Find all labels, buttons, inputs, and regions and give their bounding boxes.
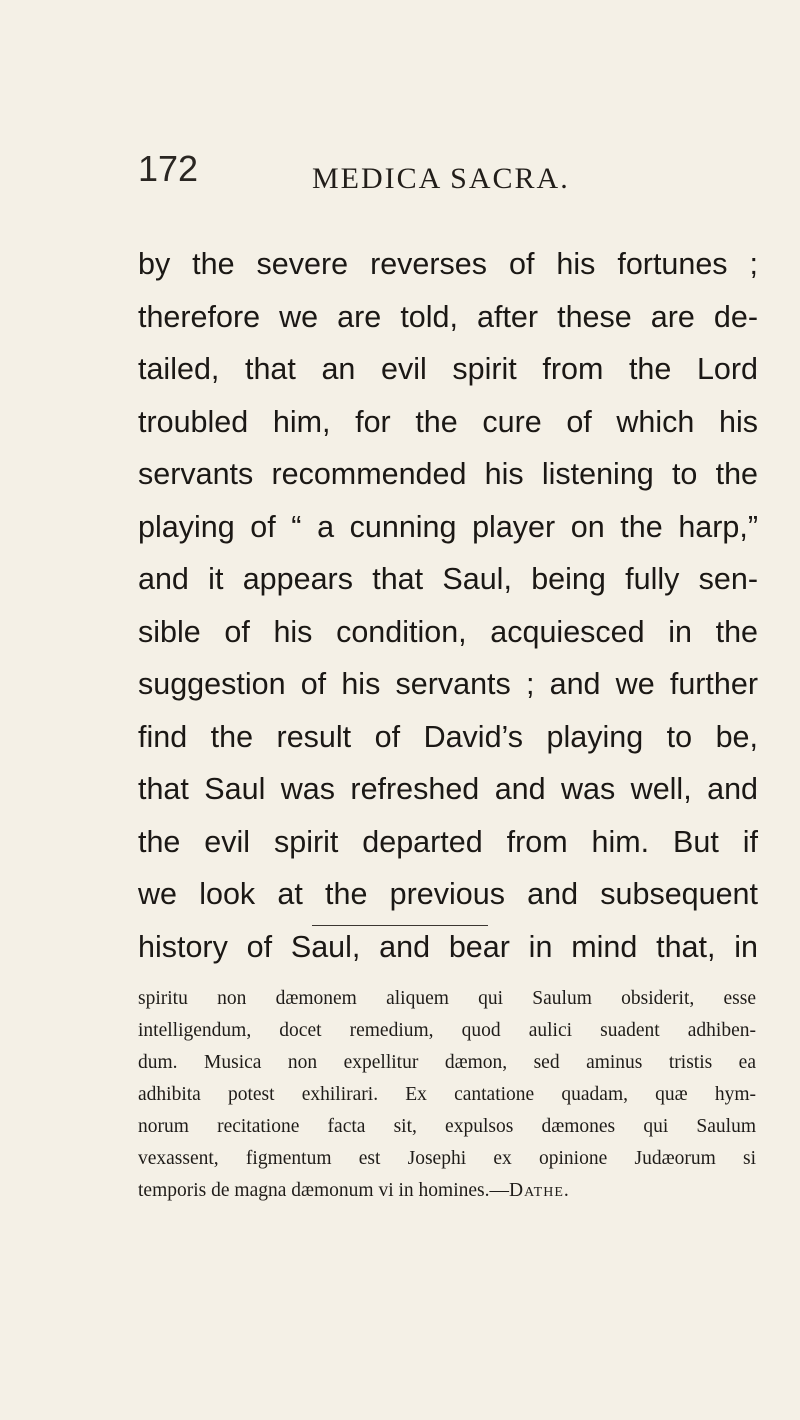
footnote-divider: [312, 925, 488, 926]
footnote: [138, 983, 756, 1207]
footnote-line: vexassent, figmentum est Josephi ex opinione Judæorum si: [138, 1148, 756, 1169]
body-line: tailed, that an evil spirit from the Lord: [138, 352, 758, 386]
body-line: therefore we are told, after these are de-: [138, 299, 758, 334]
body-line: playing of “ a cunning player on the harp,”: [138, 509, 758, 544]
footnote-attribution: Dathe.: [509, 1180, 570, 1201]
body-line: find the result of David’s playing to be,: [138, 719, 758, 754]
body-line: troubled him, for the cure of which his: [138, 404, 758, 439]
body-line: by the severe reverses of his fortunes ;: [138, 247, 758, 281]
footnote-line: adhibita potest exhilirari. Ex cantatione quadam, quæ hym-: [138, 1084, 756, 1105]
body-line: and it appears that Saul, being fully sen-: [138, 562, 758, 596]
body-line: history of Saul, and bear in mind that, in: [138, 929, 758, 964]
footnote-last-text: temporis de magna dæmonum vi in homines.—: [138, 1180, 510, 1201]
footnote-line: norum recitatione facta sit, expulsos dæmones qui Saulum: [138, 1116, 756, 1137]
body-line: the evil spirit departed from him. But if: [138, 824, 758, 859]
body-line: suggestion of his servants ; and we further: [138, 667, 758, 701]
footnote-last-line: [138, 1175, 756, 1207]
body-line: sible of his condition, acquiesced in the: [138, 614, 758, 649]
body-line: that Saul was refreshed and was well, and: [138, 772, 758, 806]
body-line: we look at the previous and subsequent: [138, 877, 758, 911]
body-text: [138, 238, 758, 973]
body-line: servants recommended his listening to the: [138, 457, 758, 491]
footnote-line: dum. Musica non expellitur dæmon, sed aminus tristis ea: [138, 1052, 756, 1073]
running-head: MEDICA SACRA.: [312, 162, 570, 195]
footnote-line: spiritu non dæmonem aliquem qui Saulum obsiderit, esse: [138, 988, 756, 1009]
page-number: 172: [138, 148, 199, 189]
footnote-line: intelligendum, docet remedium, quod aulici suadent adhiben-: [138, 1020, 756, 1041]
